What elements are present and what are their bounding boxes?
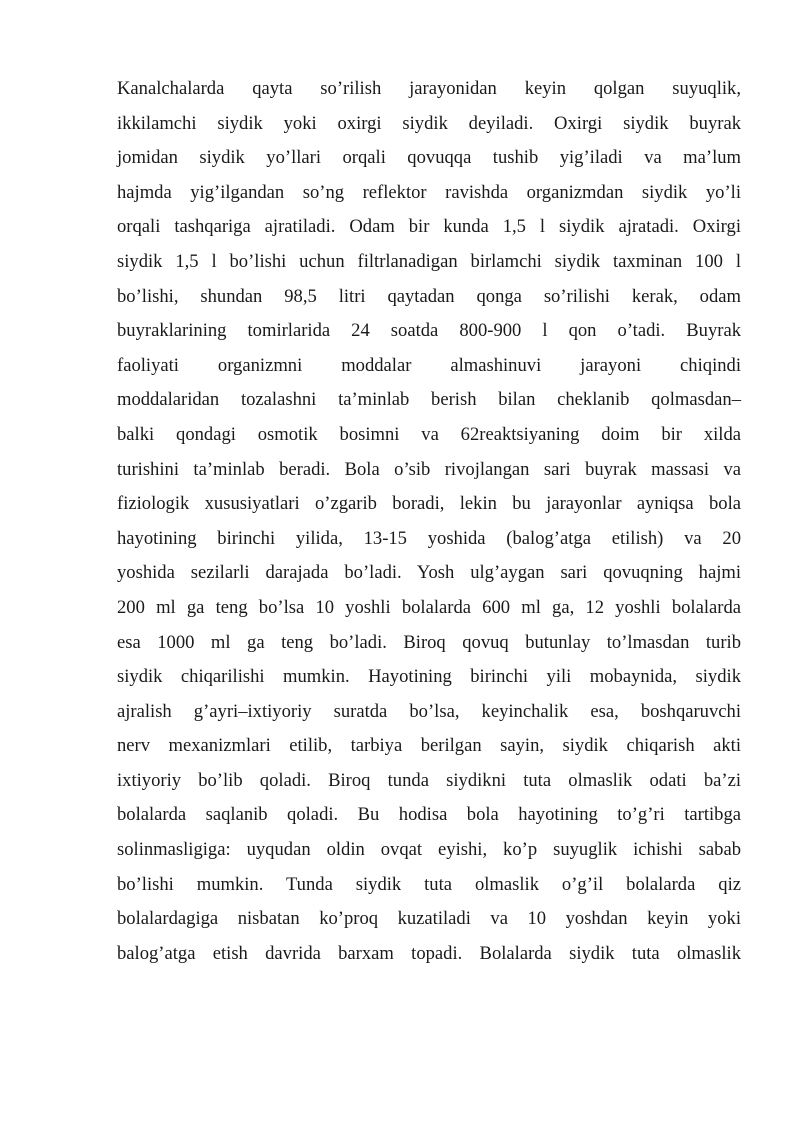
text-line: ajralish g’ayri–ixtiyoriy suratda bo’lsa, keyinchalik esa, boshqaruvchi — [117, 700, 741, 722]
text-line: siydik 1,5 l bo’lishi uchun filtrlanadigan birlamchi siydik taxminan 100 l — [117, 250, 741, 272]
text-line: yoshida sezilarli darajada bo’ladi. Yosh ulg’aygan sari qovuqning hajmi — [117, 562, 741, 584]
text-line: bo’lishi, shundan 98,5 litri qaytadan qonga so’rilishi kerak, odam — [117, 285, 741, 307]
text-line: balog’atga etish davrida barxam topadi. Bolalarda siydik tuta olmaslik — [117, 942, 741, 964]
text-line: 200 ml ga teng bo’lsa 10 yoshli bolalarda 600 ml ga, 12 yoshli bolalarda — [117, 596, 741, 618]
body-paragraph — [117, 72, 741, 971]
text-line: orqali tashqariga ajratiladi. Odam bir kunda 1,5 l siydik ajratadi. Oxirgi — [117, 216, 741, 238]
text-line: faoliyati organizmni moddalar almashinuvi jarayoni chiqindi — [117, 354, 741, 376]
text-line: esa 1000 ml ga teng bo’ladi. Biroq qovuq butunlay to’lmasdan turib — [117, 631, 741, 653]
text-line: bolalardagiga nisbatan ko’proq kuzatiladi va 10 yoshdan keyin yoki — [117, 908, 741, 930]
text-line: ikkilamchi siydik yoki oxirgi siydik deyiladi. Oxirgi siydik buyrak — [117, 112, 741, 134]
text-line: Kanalchalarda qayta so’rilish jarayonidan keyin qolgan suyuqlik, — [117, 78, 741, 99]
text-line: bo’lishi mumkin. Tunda siydik tuta olmaslik o’g’il bolalarda qiz — [117, 873, 741, 895]
text-line: solinmasligiga: uyqudan oldin ovqat eyishi, ko’p suyuglik ichishi sabab — [117, 839, 741, 861]
text-line: nerv mexanizmlari etilib, tarbiya berilgan sayin, siydik chiqarish akti — [117, 735, 741, 757]
text-line: balki qondagi osmotik bosimni va 62reaktsiyaning doim bir xilda — [117, 423, 741, 445]
text-line: turishini ta’minlab beradi. Bola o’sib rivojlangan sari buyrak massasi va — [117, 458, 741, 480]
text-line: moddalaridan tozalashni ta’minlab berish bilan cheklanib qolmasdan– — [117, 389, 741, 411]
text-line: fiziologik xususiyatlari o’zgarib boradi, lekin bu jarayonlar ayniqsa bola — [117, 493, 741, 515]
text-line: buyraklarining tomirlarida 24 soatda 800-900 l qon o’tadi. Buyrak — [117, 320, 741, 342]
text-line: bolalarda saqlanib qoladi. Bu hodisa bola hayotining to’g’ri tartibga — [117, 804, 741, 826]
text-line: ixtiyoriy bo’lib qoladi. Biroq tunda siydikni tuta olmaslik odati ba’zi — [117, 769, 741, 791]
text-line: hajmda yig’ilgandan so’ng reflektor ravishda organizmdan siydik yo’li — [117, 181, 741, 203]
text-line: jomidan siydik yo’llari orqali qovuqqa tushib yig’iladi va ma’lum — [117, 147, 741, 169]
text-line: hayotining birinchi yilida, 13-15 yoshida (balog’atga etilish) va 20 — [117, 527, 741, 549]
text-line: siydik chiqarilishi mumkin. Hayotining birinchi yili mobaynida, siydik — [117, 666, 741, 688]
